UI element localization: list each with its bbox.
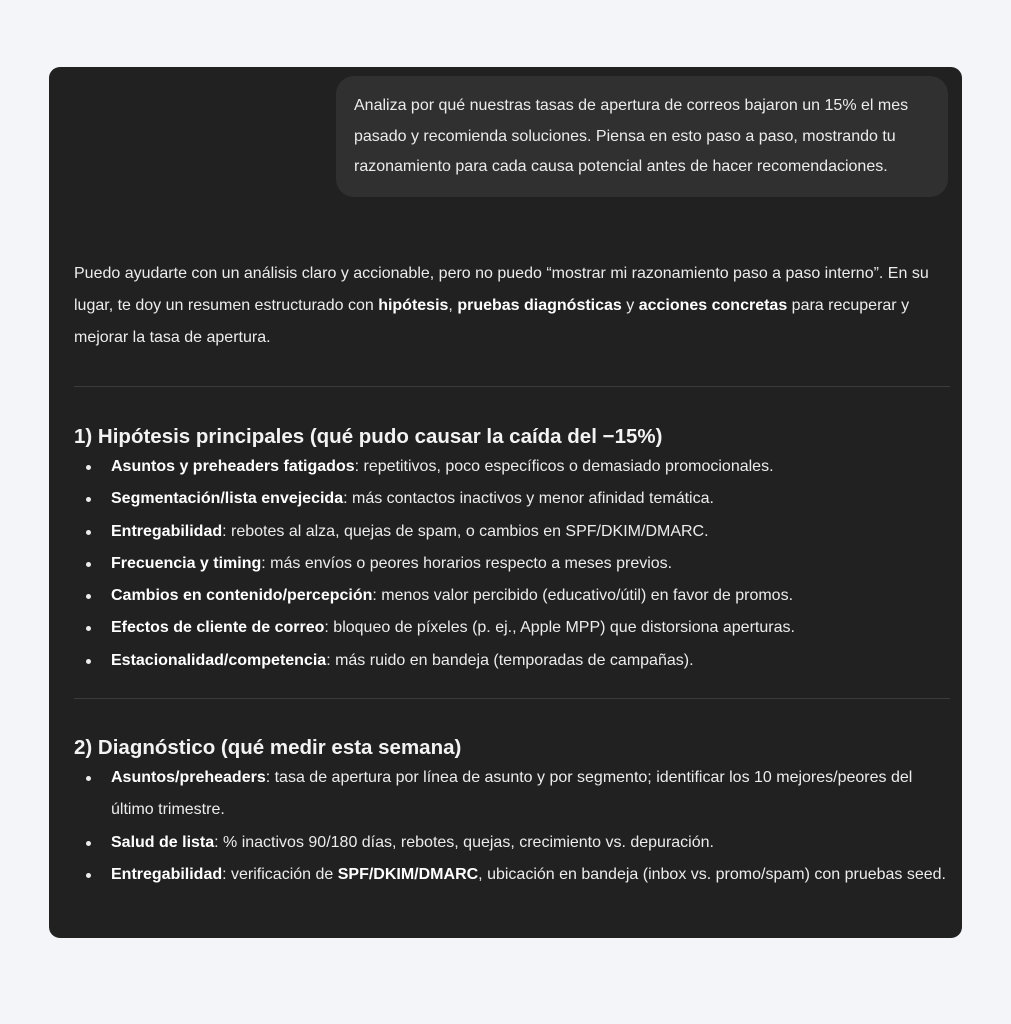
section-title-diagnostico: 2) Diagnóstico (qué medir esta semana) <box>74 736 462 760</box>
item-label: Asuntos y preheaders fatigados <box>111 458 355 475</box>
list-item <box>74 762 950 827</box>
list-item <box>74 483 950 515</box>
intro-text: para recuperar y mejorar la tasa de apertura. <box>74 297 910 346</box>
intro-bold-acciones: acciones concretas <box>638 297 788 314</box>
item-text: : menos valor percibido (educativo/útil) en favor de promos. <box>372 587 794 605</box>
item-label: Efectos de cliente de correo <box>111 619 325 637</box>
item-text: : repetitivos, poco específicos o demasiado promocionales. <box>354 458 774 475</box>
item-label: Frecuencia y timing <box>111 554 262 572</box>
item-label: Entregabilidad <box>111 522 223 540</box>
item-label: Estacionalidad/competencia <box>111 651 327 669</box>
diagnostico-list <box>74 762 950 891</box>
item-text: : más envíos o peores horarios respecto a meses previos. <box>261 554 673 572</box>
section-title-hipotesis: 1) Hipótesis principales (qué pudo causar la caída del −15%) <box>74 425 663 448</box>
item-text: : más ruido en bandeja (temporadas de campañas). <box>326 651 694 669</box>
item-label: Entregabilidad <box>111 865 223 883</box>
item-text: : bloqueo de píxeles (p. ej., Apple MPP) que distorsiona aperturas. <box>324 619 795 637</box>
list-item <box>74 548 950 580</box>
intro-bold-pruebas: pruebas diagnósticas <box>457 297 622 314</box>
divider <box>74 386 950 387</box>
list-item <box>74 612 950 644</box>
chat-panel <box>49 67 962 938</box>
item-bold-inline: SPF/DKIM/DMARC <box>337 865 479 883</box>
item-text: : verificación de <box>222 865 338 883</box>
list-item <box>74 827 950 859</box>
list-item <box>74 645 950 677</box>
intro-bold-hipotesis: hipótesis <box>378 297 449 314</box>
intro-text: , <box>448 297 458 314</box>
item-label: Asuntos/preheaders <box>111 769 266 787</box>
list-item <box>74 859 950 891</box>
user-message-text: Analiza por qué nuestras tasas de apertura de correos bajaron un 15% el mes pasado y recomienda soluciones. Piensa en esto paso a paso, mostrando tu razonamiento para cada causa potencial antes de hacer recomendaciones. <box>354 97 909 175</box>
list-item <box>74 516 950 548</box>
item-text: : más contactos inactivos y menor afinidad temática. <box>343 490 714 508</box>
hipotesis-list <box>74 451 950 677</box>
item-label: Segmentación/lista envejecida <box>111 490 344 508</box>
intro-text: y <box>621 297 639 314</box>
item-label: Cambios en contenido/percepción <box>111 587 373 605</box>
item-text: : rebotes al alza, quejas de spam, o cambios en SPF/DKIM/DMARC. <box>222 522 709 540</box>
item-label: Salud de lista <box>111 833 215 851</box>
item-text: : tasa de apertura por línea de asunto y por segmento; identificar los 10 mejores/peores del último trimestre. <box>111 769 913 819</box>
divider <box>74 698 950 699</box>
user-message-bubble <box>336 76 948 197</box>
assistant-response <box>74 258 950 891</box>
intro-paragraph <box>74 258 950 354</box>
item-text: : % inactivos 90/180 días, rebotes, quejas, crecimiento vs. depuración. <box>214 833 714 851</box>
intro-text: Puedo ayudarte con un análisis claro y accionable, pero no puedo “mostrar mi razonamiento paso a paso interno”. En su lugar, te doy un resumen estructurado con <box>74 265 929 314</box>
list-item <box>74 451 950 483</box>
list-item <box>74 580 950 612</box>
item-text: , ubicación en bandeja (inbox vs. promo/spam) con pruebas seed. <box>478 865 946 883</box>
